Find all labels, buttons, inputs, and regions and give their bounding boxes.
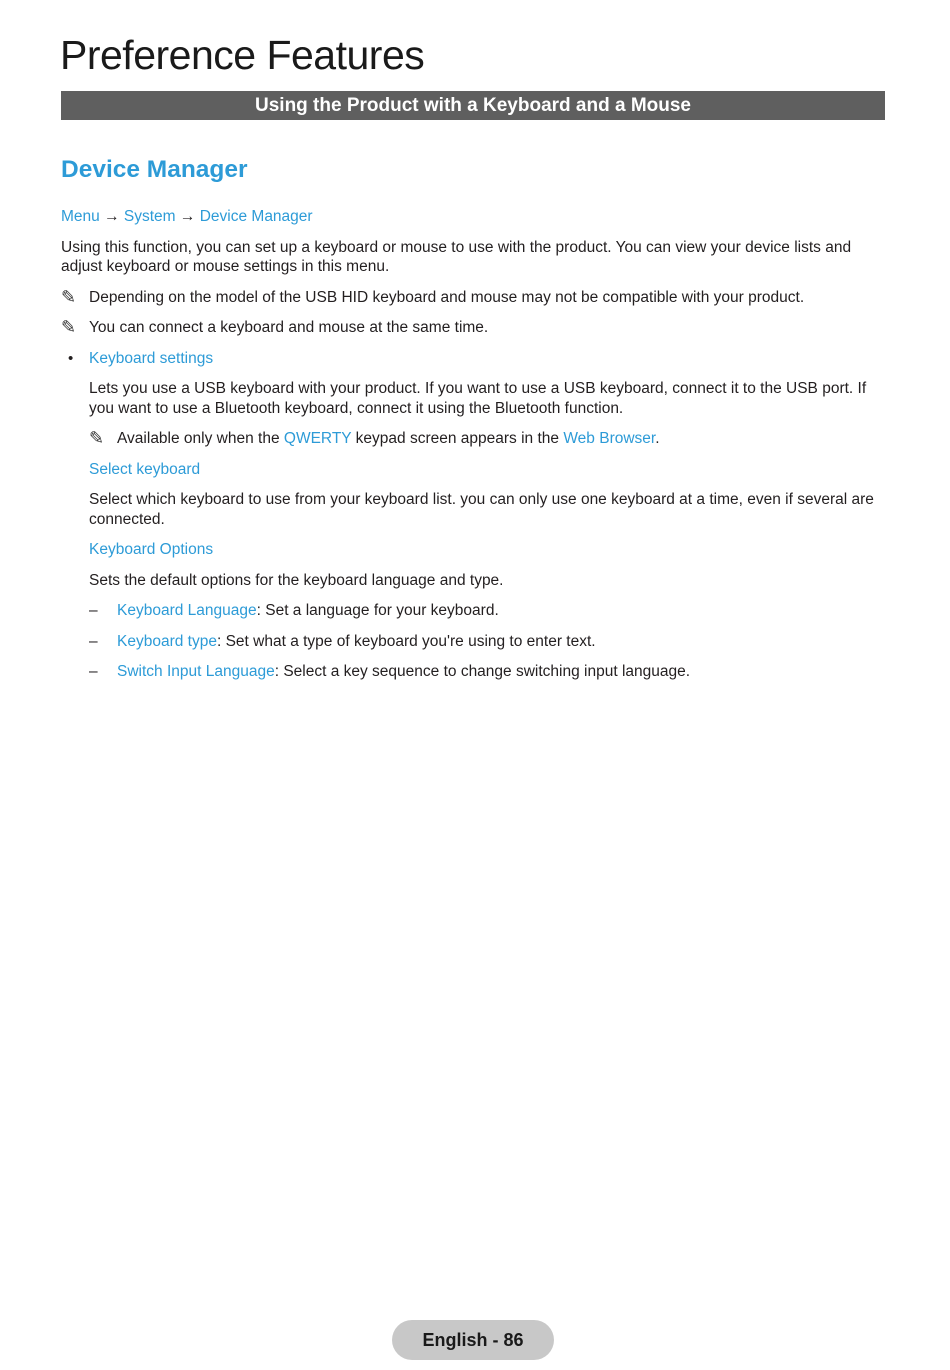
breadcrumb-separator: → [104,208,120,225]
keyboard-settings-link[interactable]: Keyboard settings [89,349,214,367]
bullet-keyboard-settings [61,349,885,369]
bullet-icon: • [68,349,74,367]
dash-icon: – [89,663,98,680]
breadcrumb [61,207,885,227]
pencil-icon: ✎ [61,317,77,337]
note-qwerty [89,429,885,449]
breadcrumb-menu[interactable]: Menu [61,208,100,225]
note-suffix: . [655,430,660,447]
note-text: Depending on the model of the USB HID keyboard and mouse may not be compatible with your product. [89,288,805,306]
note-text: You can connect a keyboard and mouse at the same time. [89,319,489,336]
keyboard-language-text: : Set a language for your keyboard. [256,602,499,619]
page-number-badge: English - 86 [392,1320,554,1360]
note-middle: keypad screen appears in the [351,430,564,447]
web-browser-link[interactable]: Web Browser [563,430,656,447]
keyboard-options-description: Sets the default options for the keyboard language and type. [89,571,504,589]
qwerty-link[interactable]: QWERTY [283,430,352,447]
breadcrumb-separator: → [179,208,196,225]
pencil-icon: ✎ [61,286,77,307]
section-heading: Device Manager [61,156,248,183]
note-text [117,429,660,449]
pencil-icon: ✎ [89,428,105,448]
page-title: Preference Features [60,32,425,78]
keyboard-type-text: : Set what a type of keyboard you're using to enter text. [216,632,596,650]
breadcrumb-device-manager[interactable]: Device Manager [199,208,313,225]
intro-text: Using this function, you can set up a keyboard or mouse to use with the product. You can view your device lists and adjust keyboard or mouse settings in this menu. [61,238,852,275]
select-keyboard-link[interactable]: Select keyboard [89,460,201,478]
dash-icon: – [89,632,98,650]
content [61,154,885,693]
list-item [89,601,885,621]
switch-input-language-link[interactable]: Switch Input Language [117,663,275,680]
note-prefix: Available only when the [117,430,284,447]
switch-input-language-text: : Select a key sequence to change switching input language. [274,663,691,680]
list-item-text [117,632,596,652]
list-item-text [117,601,499,621]
section-bar: Using the Product with a Keyboard and a Mouse [61,91,885,120]
list-item [89,662,885,682]
keyboard-settings-description: Lets you use a USB keyboard with your product. If you want to use a USB keyboard, connect it to the USB port. If you want to use a Bluetooth keyboard, connect it using the Bluetooth function. [89,380,867,417]
note-connect [61,318,885,338]
dash-icon: – [89,602,98,619]
note-compatibility [61,288,885,308]
keyboard-language-link[interactable]: Keyboard Language [117,602,257,619]
select-keyboard-description: Select which keyboard to use from your keyboard list. you can only use one keyboard at a time, even if several are connected. [89,491,874,528]
breadcrumb-system[interactable]: System [123,208,176,225]
keyboard-options-link[interactable]: Keyboard Options [89,541,214,558]
keyboard-type-link[interactable]: Keyboard type [117,632,217,650]
list-item-text [117,662,690,682]
list-item [89,632,885,652]
